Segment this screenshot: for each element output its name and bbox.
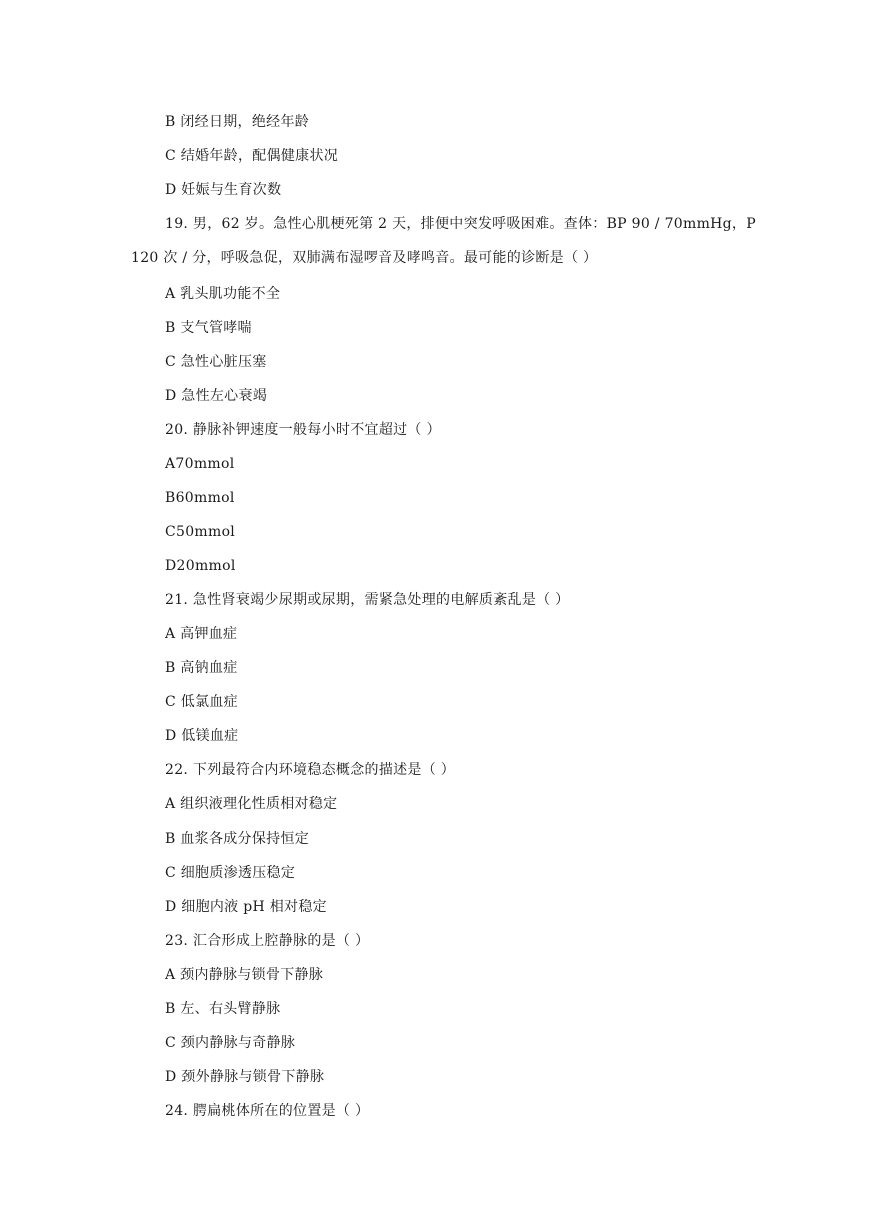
option-d-q19: D 急性左心衰竭 [165, 388, 268, 404]
question-21: 21. 急性肾衰竭少尿期或尿期，需紧急处理的电解质紊乱是（ ） [165, 592, 570, 608]
question-24: 24. 腭扁桃体所在的位置是（ ） [165, 1103, 370, 1119]
option-d-q22: D 细胞内液 pH 相对稳定 [165, 899, 327, 915]
question-19-line-2: 120 次 / 分，呼吸急促，双肺满布湿啰音及哮鸣音。最可能的诊断是（ ） [131, 250, 598, 266]
option-c-q20: C50mmol [165, 524, 236, 540]
option-c-q23: C 颈内静脉与奇静脉 [165, 1035, 296, 1051]
option-c-q19: C 急性心脏压塞 [165, 354, 267, 370]
option-b-q20: B60mmol [165, 490, 235, 506]
option-b-q21: B 高钠血症 [165, 660, 238, 676]
question-19-line-1: 19. 男，62 岁。急性心肌梗死第 2 天，排便中突发呼吸困难。查体：BP 90 / 70mmHg，P [165, 216, 756, 232]
option-d-q23: D 颈外静脉与锁骨下静脉 [165, 1069, 325, 1085]
option-c-q21: C 低氯血症 [165, 694, 238, 710]
option-b-q23: B 左、右头臂静脉 [165, 1001, 281, 1017]
option-a-q22: A 组织液理化性质相对稳定 [165, 796, 338, 812]
option-b-q22: B 血浆各成分保持恒定 [165, 831, 310, 847]
question-20: 20. 静脉补钾速度一般每小时不宜超过（ ） [165, 422, 441, 438]
option-d-q20: D20mmol [165, 558, 236, 574]
option-c-q22: C 细胞质渗透压稳定 [165, 865, 296, 881]
option-d-q18: D 妊娠与生育次数 [165, 182, 282, 198]
question-23: 23. 汇合形成上腔静脉的是（ ） [165, 933, 370, 949]
option-b-q18: B 闭经日期，绝经年龄 [165, 114, 310, 130]
option-a-q23: A 颈内静脉与锁骨下静脉 [165, 967, 324, 983]
option-d-q21: D 低镁血症 [165, 728, 239, 744]
option-a-q19: A 乳头肌功能不全 [165, 286, 281, 302]
option-a-q20: A70mmol [165, 456, 235, 472]
option-c-q18: C 结婚年龄，配偶健康状况 [165, 148, 339, 164]
question-22: 22. 下列最符合内环境稳态概念的描述是（ ） [165, 762, 456, 778]
option-a-q21: A 高钾血症 [165, 626, 238, 642]
option-b-q19: B 支气管哮喘 [165, 320, 252, 336]
